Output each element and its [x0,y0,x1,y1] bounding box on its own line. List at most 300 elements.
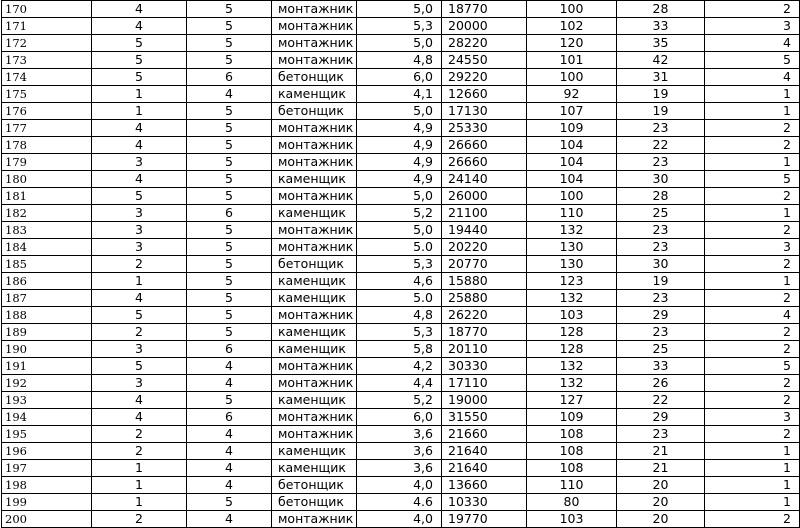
col7-cell: 101 [527,52,617,69]
col9-cell: 2 [705,341,800,358]
row-number-cell: 198 [2,477,92,494]
col9-cell: 3 [705,409,800,426]
profession-cell: каменщик [272,171,357,188]
col9-cell: 2 [705,511,800,528]
col9-cell: 5 [705,358,800,375]
table-row [2,460,800,477]
amount-cell: 29220 [442,69,527,86]
table-row [2,426,800,443]
profession-cell: каменщик [272,443,357,460]
row-number-cell: 184 [2,239,92,256]
row-number-cell: 192 [2,375,92,392]
col2-cell: 4 [92,392,187,409]
table-row [2,324,800,341]
row-number-cell: 199 [2,494,92,511]
col9-cell: 2 [705,290,800,307]
col9-cell: 2 [705,137,800,154]
col3-cell: 5 [187,239,272,256]
col3-cell: 5 [187,137,272,154]
table-row [2,52,800,69]
table-row [2,358,800,375]
amount-cell: 18770 [442,324,527,341]
value-cell: 5,0 [357,188,442,205]
col7-cell: 132 [527,290,617,307]
value-cell: 4,9 [357,120,442,137]
col2-cell: 4 [92,18,187,35]
col3-cell: 6 [187,205,272,222]
col2-cell: 3 [92,205,187,222]
col2-cell: 4 [92,1,187,18]
row-number-cell: 187 [2,290,92,307]
col9-cell: 2 [705,120,800,137]
col8-cell: 28 [617,188,705,205]
col8-cell: 21 [617,443,705,460]
col7-cell: 100 [527,69,617,86]
col9-cell: 1 [705,103,800,120]
value-cell: 4,9 [357,154,442,171]
col7-cell: 130 [527,239,617,256]
row-number-cell: 200 [2,511,92,528]
row-number-cell: 190 [2,341,92,358]
col8-cell: 20 [617,494,705,511]
value-cell: 6,0 [357,69,442,86]
value-cell: 4.6 [357,494,442,511]
row-number-cell: 188 [2,307,92,324]
col2-cell: 3 [92,341,187,358]
profession-cell: монтажник [272,511,357,528]
value-cell: 4,9 [357,171,442,188]
table-row [2,69,800,86]
col9-cell: 1 [705,205,800,222]
col8-cell: 21 [617,460,705,477]
amount-cell: 21640 [442,443,527,460]
col3-cell: 6 [187,341,272,358]
table-row [2,511,800,528]
amount-cell: 26220 [442,307,527,324]
col9-cell: 1 [705,86,800,103]
col9-cell: 4 [705,69,800,86]
value-cell: 4,1 [357,86,442,103]
data-table [1,0,800,528]
col7-cell: 127 [527,392,617,409]
col9-cell: 2 [705,256,800,273]
row-number-cell: 195 [2,426,92,443]
col3-cell: 5 [187,307,272,324]
value-cell: 6,0 [357,409,442,426]
profession-cell: каменщик [272,205,357,222]
row-number-cell: 182 [2,205,92,222]
row-number-cell: 183 [2,222,92,239]
value-cell: 5,0 [357,103,442,120]
row-number-cell: 186 [2,273,92,290]
row-number-cell: 180 [2,171,92,188]
row-number-cell: 191 [2,358,92,375]
value-cell: 5,3 [357,324,442,341]
col7-cell: 103 [527,511,617,528]
value-cell: 4,8 [357,52,442,69]
table-row [2,171,800,188]
table-row [2,307,800,324]
amount-cell: 20000 [442,18,527,35]
col8-cell: 26 [617,375,705,392]
table-row [2,375,800,392]
col3-cell: 4 [187,477,272,494]
profession-cell: бетонщик [272,477,357,494]
amount-cell: 24550 [442,52,527,69]
col7-cell: 130 [527,256,617,273]
amount-cell: 10330 [442,494,527,511]
table-row [2,35,800,52]
col3-cell: 5 [187,171,272,188]
table-row [2,154,800,171]
col9-cell: 1 [705,494,800,511]
col7-cell: 108 [527,460,617,477]
col2-cell: 5 [92,35,187,52]
col9-cell: 1 [705,460,800,477]
col8-cell: 23 [617,426,705,443]
profession-cell: монтажник [272,358,357,375]
profession-cell: монтажник [272,120,357,137]
col9-cell: 2 [705,375,800,392]
col3-cell: 5 [187,273,272,290]
col2-cell: 2 [92,324,187,341]
table-row [2,222,800,239]
profession-cell: монтажник [272,222,357,239]
col8-cell: 42 [617,52,705,69]
col2-cell: 2 [92,443,187,460]
col3-cell: 5 [187,188,272,205]
col9-cell: 1 [705,273,800,290]
col9-cell: 2 [705,426,800,443]
col2-cell: 1 [92,86,187,103]
col9-cell: 3 [705,18,800,35]
col9-cell: 3 [705,239,800,256]
col8-cell: 30 [617,171,705,188]
profession-cell: монтажник [272,52,357,69]
profession-cell: бетонщик [272,256,357,273]
table-row [2,494,800,511]
col2-cell: 3 [92,222,187,239]
profession-cell: монтажник [272,137,357,154]
col2-cell: 4 [92,120,187,137]
table-row [2,205,800,222]
value-cell: 5,3 [357,18,442,35]
col8-cell: 33 [617,358,705,375]
table-row [2,239,800,256]
amount-cell: 13660 [442,477,527,494]
col2-cell: 1 [92,477,187,494]
profession-cell: каменщик [272,86,357,103]
col2-cell: 4 [92,171,187,188]
row-number-cell: 194 [2,409,92,426]
table-row [2,137,800,154]
profession-cell: каменщик [272,273,357,290]
col7-cell: 109 [527,120,617,137]
col3-cell: 4 [187,426,272,443]
col2-cell: 1 [92,103,187,120]
amount-cell: 21660 [442,426,527,443]
col8-cell: 19 [617,103,705,120]
table-row [2,341,800,358]
col8-cell: 29 [617,409,705,426]
col3-cell: 4 [187,443,272,460]
col8-cell: 23 [617,120,705,137]
col2-cell: 2 [92,426,187,443]
value-cell: 5.0 [357,290,442,307]
col9-cell: 1 [705,443,800,460]
value-cell: 4,4 [357,375,442,392]
table-body [2,1,800,528]
row-number-cell: 181 [2,188,92,205]
amount-cell: 18770 [442,1,527,18]
col3-cell: 4 [187,460,272,477]
col9-cell: 2 [705,188,800,205]
table-row [2,392,800,409]
profession-cell: каменщик [272,324,357,341]
col9-cell: 2 [705,392,800,409]
col8-cell: 19 [617,86,705,103]
value-cell: 5.0 [357,239,442,256]
col9-cell: 4 [705,307,800,324]
col2-cell: 2 [92,511,187,528]
value-cell: 3,6 [357,443,442,460]
col3-cell: 6 [187,409,272,426]
amount-cell: 31550 [442,409,527,426]
value-cell: 5,0 [357,35,442,52]
profession-cell: монтажник [272,375,357,392]
row-number-cell: 193 [2,392,92,409]
col7-cell: 103 [527,307,617,324]
amount-cell: 19000 [442,392,527,409]
col2-cell: 3 [92,375,187,392]
value-cell: 3,6 [357,460,442,477]
profession-cell: монтажник [272,188,357,205]
col3-cell: 5 [187,35,272,52]
row-number-cell: 171 [2,18,92,35]
col2-cell: 1 [92,273,187,290]
col2-cell: 5 [92,358,187,375]
value-cell: 5,8 [357,341,442,358]
col7-cell: 120 [527,35,617,52]
amount-cell: 28220 [442,35,527,52]
amount-cell: 30330 [442,358,527,375]
table-row [2,120,800,137]
col3-cell: 5 [187,324,272,341]
col2-cell: 5 [92,52,187,69]
amount-cell: 19770 [442,511,527,528]
amount-cell: 24140 [442,171,527,188]
col8-cell: 28 [617,1,705,18]
col3-cell: 5 [187,494,272,511]
row-number-cell: 170 [2,1,92,18]
table-row [2,86,800,103]
row-number-cell: 177 [2,120,92,137]
table-row [2,409,800,426]
col9-cell: 2 [705,1,800,18]
value-cell: 4,2 [357,358,442,375]
col7-cell: 132 [527,222,617,239]
col7-cell: 110 [527,477,617,494]
amount-cell: 19440 [442,222,527,239]
col8-cell: 25 [617,341,705,358]
col9-cell: 2 [705,324,800,341]
table-row [2,290,800,307]
col7-cell: 109 [527,409,617,426]
row-number-cell: 176 [2,103,92,120]
col2-cell: 3 [92,154,187,171]
table-row [2,477,800,494]
profession-cell: монтажник [272,239,357,256]
row-number-cell: 172 [2,35,92,52]
col8-cell: 29 [617,307,705,324]
profession-cell: каменщик [272,392,357,409]
col8-cell: 23 [617,239,705,256]
col2-cell: 3 [92,239,187,256]
col7-cell: 108 [527,426,617,443]
row-number-cell: 175 [2,86,92,103]
col8-cell: 33 [617,18,705,35]
profession-cell: монтажник [272,35,357,52]
value-cell: 5,0 [357,222,442,239]
col9-cell: 5 [705,52,800,69]
col2-cell: 2 [92,256,187,273]
amount-cell: 26660 [442,154,527,171]
profession-cell: бетонщик [272,494,357,511]
value-cell: 4,0 [357,477,442,494]
col8-cell: 23 [617,154,705,171]
col7-cell: 123 [527,273,617,290]
col7-cell: 107 [527,103,617,120]
col9-cell: 1 [705,477,800,494]
col8-cell: 23 [617,290,705,307]
col9-cell: 1 [705,154,800,171]
value-cell: 5,2 [357,205,442,222]
col9-cell: 4 [705,35,800,52]
profession-cell: монтажник [272,154,357,171]
col3-cell: 5 [187,18,272,35]
amount-cell: 26000 [442,188,527,205]
table-row [2,18,800,35]
col2-cell: 1 [92,494,187,511]
col2-cell: 5 [92,69,187,86]
col7-cell: 104 [527,137,617,154]
profession-cell: монтажник [272,409,357,426]
col3-cell: 5 [187,222,272,239]
col3-cell: 5 [187,290,272,307]
col8-cell: 22 [617,392,705,409]
col7-cell: 110 [527,205,617,222]
col8-cell: 23 [617,324,705,341]
value-cell: 5,2 [357,392,442,409]
row-number-cell: 173 [2,52,92,69]
profession-cell: каменщик [272,460,357,477]
row-number-cell: 185 [2,256,92,273]
profession-cell: монтажник [272,307,357,324]
amount-cell: 15880 [442,273,527,290]
col3-cell: 4 [187,358,272,375]
col3-cell: 5 [187,256,272,273]
col3-cell: 5 [187,52,272,69]
amount-cell: 20770 [442,256,527,273]
profession-cell: монтажник [272,1,357,18]
amount-cell: 17130 [442,103,527,120]
col3-cell: 5 [187,1,272,18]
col7-cell: 92 [527,86,617,103]
amount-cell: 20220 [442,239,527,256]
col8-cell: 30 [617,256,705,273]
amount-cell: 20110 [442,341,527,358]
col9-cell: 2 [705,222,800,239]
col8-cell: 35 [617,35,705,52]
col2-cell: 5 [92,188,187,205]
col7-cell: 104 [527,171,617,188]
table-row [2,443,800,460]
col3-cell: 6 [187,69,272,86]
profession-cell: бетонщик [272,103,357,120]
col7-cell: 100 [527,1,617,18]
amount-cell: 12660 [442,86,527,103]
col7-cell: 132 [527,358,617,375]
value-cell: 5,0 [357,1,442,18]
col7-cell: 104 [527,154,617,171]
table-row [2,273,800,290]
row-number-cell: 197 [2,460,92,477]
col7-cell: 80 [527,494,617,511]
value-cell: 4,9 [357,137,442,154]
profession-cell: монтажник [272,426,357,443]
table-row [2,103,800,120]
table-row [2,188,800,205]
profession-cell: каменщик [272,290,357,307]
col8-cell: 20 [617,511,705,528]
col7-cell: 102 [527,18,617,35]
col3-cell: 5 [187,120,272,137]
row-number-cell: 189 [2,324,92,341]
amount-cell: 25330 [442,120,527,137]
value-cell: 4,0 [357,511,442,528]
col8-cell: 31 [617,69,705,86]
table-row [2,256,800,273]
col7-cell: 108 [527,443,617,460]
value-cell: 4,8 [357,307,442,324]
col8-cell: 22 [617,137,705,154]
col8-cell: 25 [617,205,705,222]
col8-cell: 23 [617,222,705,239]
amount-cell: 21100 [442,205,527,222]
profession-cell: монтажник [272,18,357,35]
col7-cell: 132 [527,375,617,392]
col7-cell: 128 [527,324,617,341]
row-number-cell: 179 [2,154,92,171]
col3-cell: 5 [187,103,272,120]
profession-cell: каменщик [272,341,357,358]
value-cell: 4,6 [357,273,442,290]
col2-cell: 5 [92,307,187,324]
col3-cell: 5 [187,154,272,171]
col3-cell: 4 [187,86,272,103]
amount-cell: 17110 [442,375,527,392]
value-cell: 3,6 [357,426,442,443]
row-number-cell: 174 [2,69,92,86]
col8-cell: 20 [617,477,705,494]
profession-cell: бетонщик [272,69,357,86]
col2-cell: 4 [92,137,187,154]
col3-cell: 4 [187,375,272,392]
amount-cell: 25880 [442,290,527,307]
col2-cell: 4 [92,290,187,307]
amount-cell: 21640 [442,460,527,477]
value-cell: 5,3 [357,256,442,273]
